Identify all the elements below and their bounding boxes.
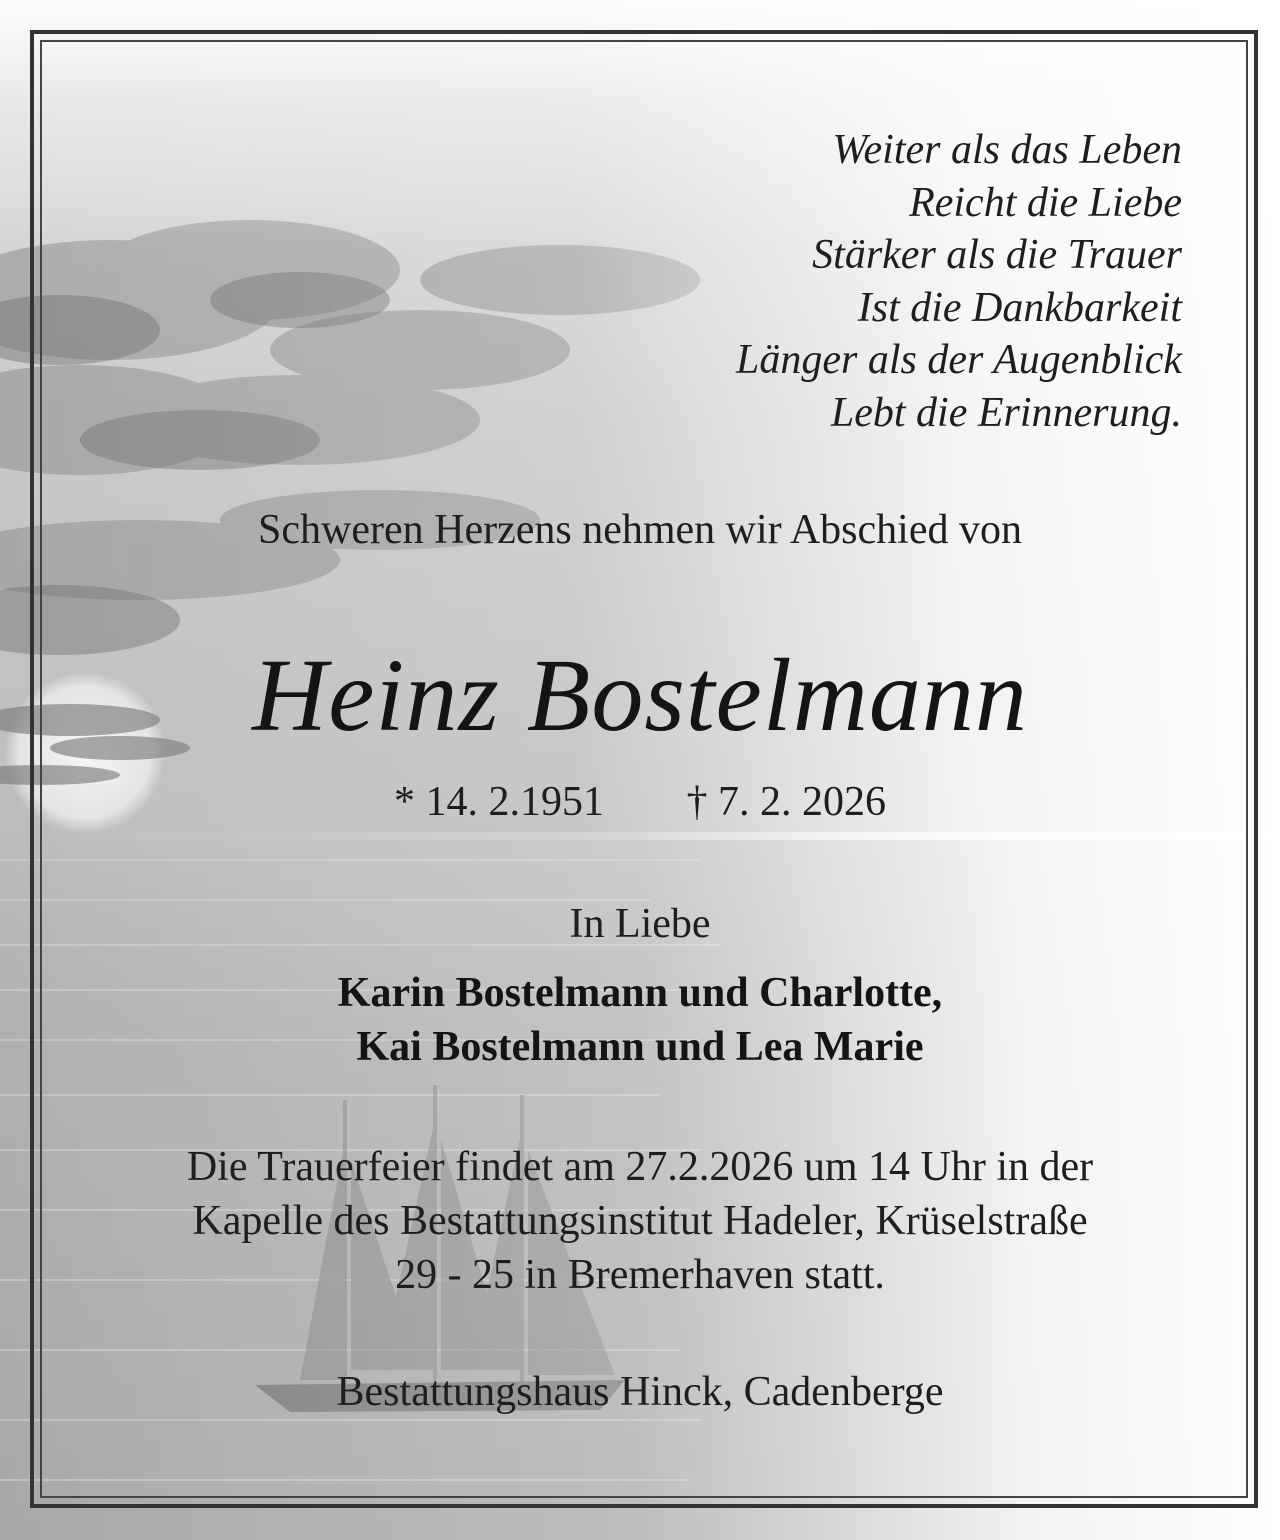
funeral-home: Bestattungshaus Hinck, Cadenberge	[336, 1369, 944, 1415]
poem-line: Reicht die Liebe	[909, 179, 1182, 226]
deceased-name: Heinz Bostelmann	[252, 638, 1028, 753]
ceremony-line: Die Trauerfeier findet am 27.2.2026 um 14 Uhr in der	[186, 1144, 1094, 1190]
life-dates	[0, 776, 1280, 828]
death-date: † 7. 2. 2026	[686, 779, 886, 825]
mourners	[0, 966, 1280, 1074]
poem-line: Lebt die Erinnerung.	[830, 389, 1182, 436]
poem-line: Ist die Dankbarkeit	[857, 284, 1182, 331]
poem-line: Weiter als das Leben	[832, 127, 1182, 173]
ceremony-info	[0, 1140, 1280, 1302]
mourner-line: Karin Bostelmann und Charlotte,	[337, 970, 943, 1016]
ceremony-line: Kapelle des Bestattungsinstitut Hadeler, Krüselstraße	[192, 1198, 1088, 1244]
birth-date: * 14. 2.1951	[394, 779, 604, 825]
ceremony-line: 29 - 25 in Bremerhaven statt.	[395, 1252, 885, 1298]
poem-line: Länger als der Augenblick	[735, 337, 1182, 383]
farewell-intro: Schweren Herzens nehmen wir Abschied von	[258, 507, 1022, 553]
in-love-heading: In Liebe	[569, 901, 711, 947]
mourner-line: Kai Bostelmann und Lea Marie	[356, 1024, 924, 1070]
poem	[482, 124, 1182, 439]
poem-line: Stärker als die Trauer	[812, 232, 1182, 278]
